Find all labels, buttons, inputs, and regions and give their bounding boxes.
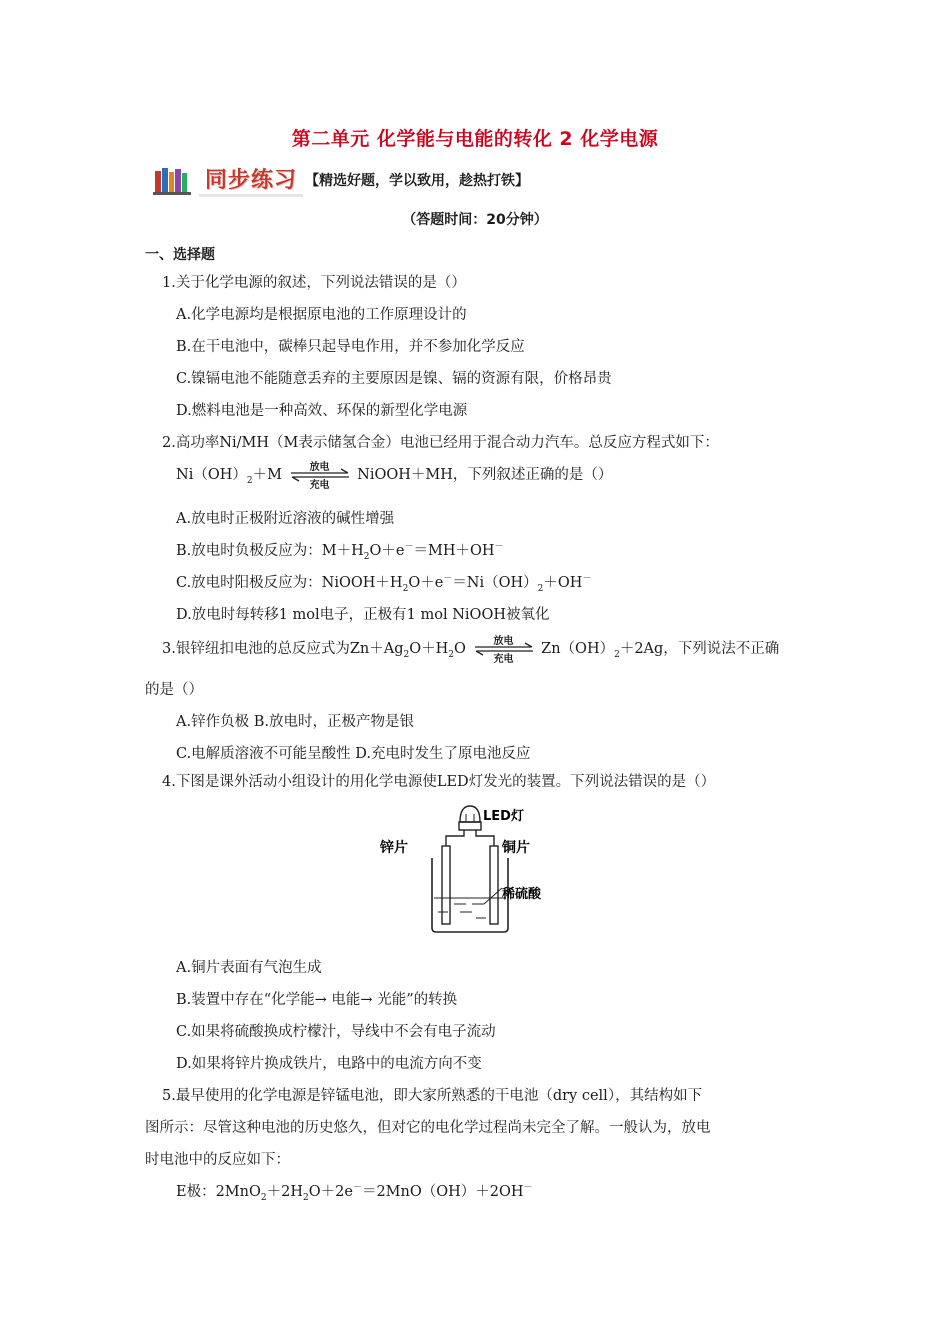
- books-icon: [153, 165, 195, 195]
- q4-option-b: B.装置中存在“化学能→ 电能→ 光能”的转换: [176, 992, 458, 1008]
- q3-options-cd: C.电解质溶液不可能呈酸性 D.充电时发生了原电池反应: [176, 746, 531, 762]
- banner-badge: 同步练习: [199, 163, 303, 197]
- fig-label-zinc: 锌片: [380, 840, 408, 856]
- q5-electrode-e: E极：$2MnO_2+2H_2O+2e^-=2MnO(OH)+2OH^-$: [176, 1183, 533, 1203]
- q2-reversible-arrow: [289, 460, 351, 490]
- q2-option-b: B.放电时负极反应为：$M+H_2O+e^-=MH+OH^-$: [176, 542, 504, 562]
- copper-plate: [490, 846, 498, 924]
- fig-label-copper: 铜片: [502, 840, 530, 856]
- q1-option-b: B.在干电池中，碳棒只起导电作用，并不参加化学反应: [176, 339, 525, 355]
- q2-eq-left: Ni（OH）: [176, 467, 247, 483]
- q2-arrow-top: 放电: [309, 462, 330, 473]
- section-title: 一、选择题: [145, 247, 215, 263]
- led-bulb-icon: [459, 806, 481, 830]
- q1-option-c: C.镍镉电池不能随意丢弃的主要原因是镍、镉的资源有限，价格昂贵: [176, 371, 612, 387]
- q5-stem-line3: 时电池中的反应如下：: [145, 1152, 290, 1168]
- q5-stem: 5.最早使用的化学电源是锌锰电池，即大家所熟悉的干电池（dry cell），其结构如下: [162, 1088, 703, 1104]
- q2-option-a: A.放电时正极附近溶液的碱性增强: [176, 511, 395, 527]
- q3-options-ab: A.锌作负极 B.放电时，正极产物是银: [176, 714, 414, 730]
- practice-banner: [153, 163, 529, 197]
- q3-arrow-bottom: 充电: [493, 654, 514, 665]
- fig-label-led: LED灯: [483, 809, 524, 824]
- answer-time: （答题时间：20分钟）: [402, 212, 548, 228]
- q1-stem: 1.关于化学电源的叙述，下列说法错误的是（）: [162, 275, 466, 291]
- q2-option-d: D.放电时每转移1 mol电子，正极有1 mol NiOOH被氧化: [176, 607, 550, 623]
- battery-led-figure: [380, 800, 560, 935]
- q3-stem: 3.银锌纽扣电池的总反应式为$Zn+Ag_2O+H_2O$ 放电 充电 $Zn(OH)_2+2Ag$，下列说法不正确: [162, 634, 779, 664]
- q1-option-a: A.化学电源均是根据原电池的工作原理设计的: [176, 307, 467, 323]
- q2-stem: 2.高功率Ni/MH（M表示储氢合金）电池已经用于混合动力汽车。总反应方程式如下：: [162, 435, 719, 451]
- q3-reversible-arrow: [473, 634, 535, 664]
- q2-eq-left-tail: ＋M: [252, 467, 282, 483]
- q4-option-c: C.如果将硫酸换成柠檬汁，导线中不会有电子流动: [176, 1024, 496, 1040]
- fig-label-acid: 稀硫酸: [502, 887, 542, 902]
- q2-arrow-bottom: 充电: [309, 480, 330, 491]
- q4-stem: 4.下图是课外活动小组设计的用化学电源使LED灯发光的装置。下列说法错误的是（）: [162, 774, 716, 790]
- q4-option-d: D.如果将锌片换成铁片，电路中的电流方向不变: [176, 1056, 482, 1072]
- q3-arrow-top: 放电: [493, 636, 514, 647]
- q2-option-c: C.放电时阳极反应为：$NiOOH+H_2O+e^-=Ni(OH)_2+OH^-$: [176, 574, 592, 594]
- q2-eq-right: NiOOH＋MH，下列叙述正确的是（）: [357, 467, 613, 483]
- q5-stem-line2: 图所示：尽管这种电池的历史悠久，但对它的电化学过程尚未完全了解。一般认为，放电: [145, 1120, 711, 1136]
- q2-eq-left-sub: 2: [246, 475, 253, 486]
- q2-equation: [176, 460, 612, 490]
- banner-slogan: 【精选好题，学以致用，趁热打铁】: [305, 173, 530, 189]
- page-title: 第二单元 化学能与电能的转化 2 化学电源: [291, 128, 659, 150]
- q4-option-a: A.铜片表面有气泡生成: [176, 960, 322, 976]
- q1-option-d: D.燃料电池是一种高效、环保的新型化学电源: [176, 403, 468, 419]
- beaker: [432, 858, 508, 932]
- q3-stem-wrap: 的是（）: [145, 682, 203, 698]
